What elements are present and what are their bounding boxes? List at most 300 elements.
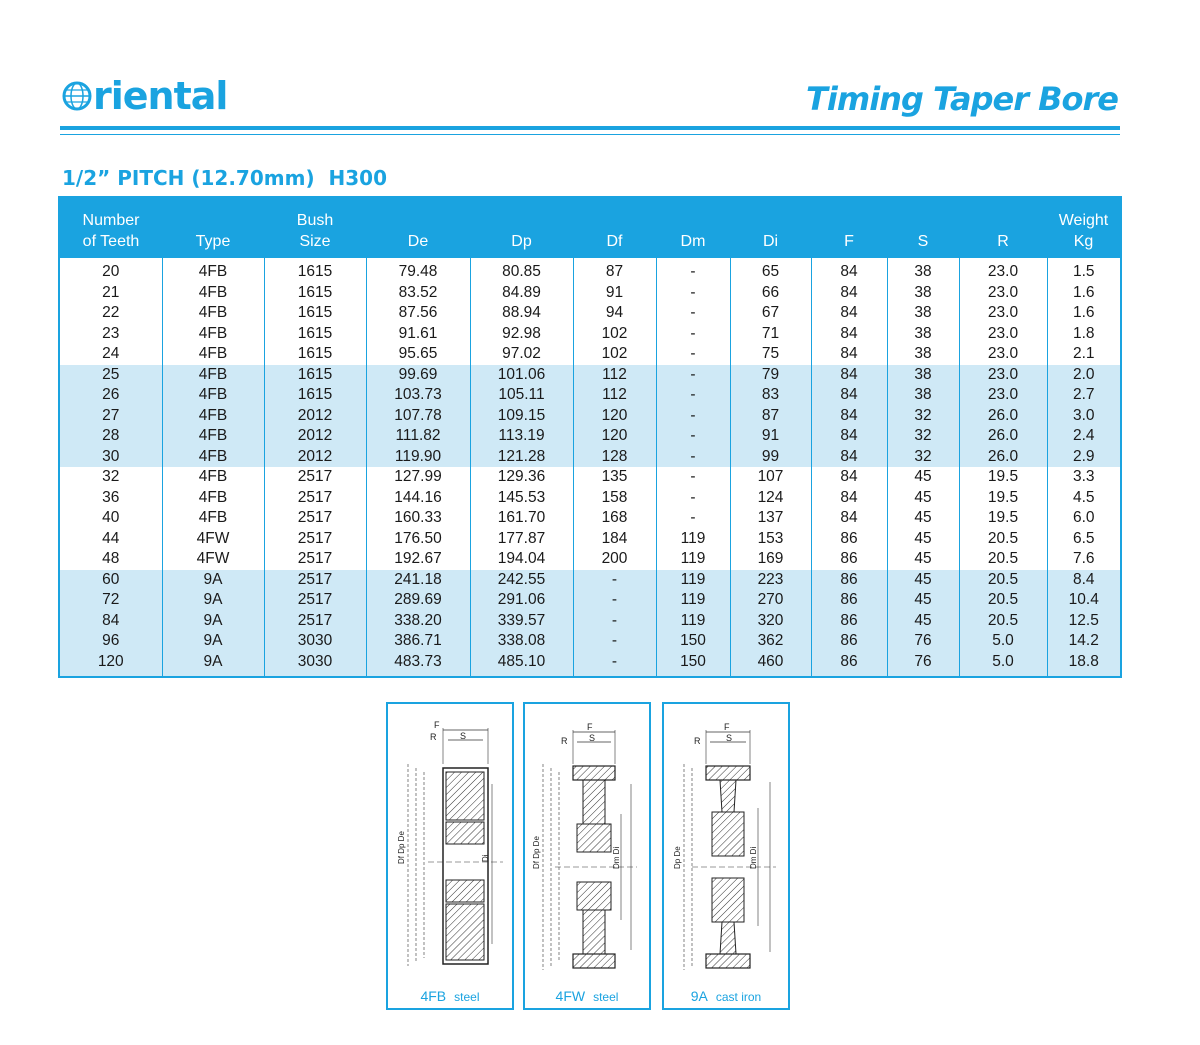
table-cell: 102 — [573, 324, 656, 345]
table-row — [59, 508, 1121, 529]
table-cell: 80.85 — [470, 258, 573, 283]
table-cell: 96 — [59, 631, 162, 652]
table-cell: 86 — [811, 549, 887, 570]
table-cell: 4FB — [162, 303, 264, 324]
table-cell: 32 — [887, 406, 959, 427]
diagram-9a — [662, 702, 790, 1010]
table-cell: 20.5 — [959, 529, 1047, 550]
table-cell: 84 — [59, 611, 162, 632]
table-cell: 483.73 — [366, 652, 470, 678]
table-cell: 120 — [573, 426, 656, 447]
table-cell: 291.06 — [470, 590, 573, 611]
pulley-9a-drawing — [664, 704, 788, 1008]
table-cell: 485.10 — [470, 652, 573, 678]
pulley-4fw-drawing — [525, 704, 649, 1008]
table-cell: 4FW — [162, 529, 264, 550]
table-cell: 386.71 — [366, 631, 470, 652]
table-cell: 192.67 — [366, 549, 470, 570]
column-header-line: Weight — [1058, 212, 1109, 229]
table-cell: 2.0 — [1047, 365, 1121, 386]
table-cell: 194.04 — [470, 549, 573, 570]
pulley-4fb-drawing — [388, 704, 512, 1008]
table-cell: 23 — [102, 324, 120, 342]
label-s: S — [726, 733, 733, 743]
table-cell: 87.56 — [366, 303, 470, 324]
table-row — [59, 258, 1121, 283]
table-cell: 79.48 — [366, 258, 470, 283]
table-cell: 2517 — [264, 488, 366, 509]
table-cell: 4FB — [162, 508, 264, 529]
table-cell: 1615 — [264, 385, 366, 406]
table-cell: 65 — [730, 258, 811, 283]
table-cell: 119 — [656, 529, 730, 550]
table-cell: 23.0 — [959, 365, 1047, 386]
label-r: R — [694, 736, 701, 746]
table-cell: 1615 — [264, 344, 366, 365]
table-cell: 160.33 — [366, 508, 470, 529]
diagram-caption-4fb: 4FB steel — [420, 988, 480, 1004]
table-cell: 32 — [887, 447, 959, 468]
table-cell: 2.1 — [1047, 344, 1121, 365]
table-cell: - — [656, 385, 730, 406]
table-cell: - — [656, 508, 730, 529]
table-cell: - — [573, 611, 656, 632]
table-cell: - — [656, 258, 730, 283]
column-header — [656, 197, 730, 258]
table-row — [59, 303, 1121, 324]
table-cell: 145.53 — [470, 488, 573, 509]
table-cell: 184 — [573, 529, 656, 550]
table-cell: 3.3 — [1047, 467, 1121, 488]
table-cell: 72 — [59, 590, 162, 611]
table-cell: 25 — [59, 365, 162, 386]
table-cell: 121.28 — [470, 447, 573, 468]
table-cell: 99.69 — [366, 365, 470, 386]
column-header-line: S — [917, 233, 929, 250]
table-cell: 101.06 — [470, 365, 573, 386]
table-cell: 103.73 — [366, 385, 470, 406]
column-header — [162, 197, 264, 258]
table-cell: 83.52 — [366, 283, 470, 304]
table-cell: 338.08 — [470, 631, 573, 652]
table-cell: 87 — [730, 406, 811, 427]
table-cell: 124 — [730, 488, 811, 509]
table-cell: 153 — [730, 529, 811, 550]
table-cell: 113.19 — [470, 426, 573, 447]
table-cell: 66 — [730, 283, 811, 304]
spec-table-wrapper — [58, 196, 1120, 678]
table-cell: 289.69 — [366, 590, 470, 611]
column-header-line: Di — [762, 233, 779, 250]
table-body — [59, 258, 1121, 677]
table-cell: 20.5 — [959, 549, 1047, 570]
table-row — [59, 590, 1121, 611]
table-cell: 2517 — [264, 508, 366, 529]
table-cell: 18.8 — [1047, 652, 1121, 678]
table-cell: 161.70 — [470, 508, 573, 529]
column-header — [470, 197, 573, 258]
table-cell: 120 — [573, 406, 656, 427]
table-cell: 4.5 — [1047, 488, 1121, 509]
table-cell: 4FW — [162, 549, 264, 570]
table-cell: 86 — [811, 652, 887, 678]
page-title: Timing Taper Bore — [806, 80, 1118, 118]
table-cell: 144.16 — [366, 488, 470, 509]
table-cell: 23.0 — [959, 283, 1047, 304]
table-header-row — [59, 197, 1121, 258]
table-cell: 84 — [811, 447, 887, 468]
section-title: 1/2” PITCH (12.70mm) H300 — [62, 166, 387, 190]
table-cell: 23.0 — [959, 385, 1047, 406]
table-row — [59, 283, 1121, 304]
table-row — [59, 611, 1121, 632]
table-cell: - — [656, 467, 730, 488]
table-row — [59, 365, 1121, 386]
table-cell: 158 — [573, 488, 656, 509]
table-cell: 169 — [730, 549, 811, 570]
table-cell: 48 — [102, 550, 120, 567]
table-cell: 45 — [887, 488, 959, 509]
label-dm-di: Dm Di — [749, 846, 758, 869]
table-cell: 84 — [811, 258, 887, 283]
column-header — [264, 197, 366, 258]
table-cell: 112 — [573, 365, 656, 386]
table-cell: 20 — [102, 263, 120, 280]
table-cell: 86 — [811, 590, 887, 611]
table-cell: 119 — [656, 570, 730, 591]
table-cell: 460 — [730, 652, 811, 678]
table-cell: 1.6 — [1047, 283, 1121, 304]
table-cell: 102 — [573, 344, 656, 365]
table-cell: 1615 — [264, 258, 366, 283]
brand-logo-text: riental — [93, 74, 228, 118]
table-cell: 5.0 — [959, 631, 1047, 652]
table-cell: - — [656, 365, 730, 386]
table-cell: 223 — [730, 570, 811, 591]
table-cell: 91 — [730, 426, 811, 447]
table-cell: 26.0 — [959, 406, 1047, 427]
column-header-line: F — [844, 233, 854, 250]
table-cell: 135 — [573, 467, 656, 488]
table-cell: 200 — [573, 549, 656, 570]
table-cell: 2517 — [264, 549, 366, 570]
table-cell: 8.4 — [1047, 570, 1121, 591]
column-header — [959, 197, 1047, 258]
column-header — [887, 197, 959, 258]
table-cell: 1615 — [264, 283, 366, 304]
table-cell: 88.94 — [470, 303, 573, 324]
diagram-4fb — [386, 702, 514, 1010]
table-cell: 23.0 — [959, 303, 1047, 324]
table-cell: 4FB — [162, 406, 264, 427]
table-cell: 2517 — [264, 529, 366, 550]
table-cell: 92.98 — [470, 324, 573, 345]
table-cell: 320 — [730, 611, 811, 632]
table-cell: 107 — [730, 467, 811, 488]
table-cell: - — [573, 652, 656, 678]
label-r: R — [561, 736, 568, 746]
table-cell: 4FB — [162, 488, 264, 509]
table-cell: 38 — [887, 324, 959, 345]
table-cell: 105.11 — [470, 385, 573, 406]
table-cell: 4FB — [162, 426, 264, 447]
table-cell: 4FB — [162, 385, 264, 406]
table-cell: 23.0 — [959, 258, 1047, 283]
table-row — [59, 324, 1121, 345]
label-s: S — [460, 731, 467, 741]
table-row — [59, 529, 1121, 550]
table-cell: 76 — [887, 652, 959, 678]
table-cell: - — [656, 324, 730, 345]
table-cell: 75 — [730, 344, 811, 365]
table-cell: 84 — [811, 488, 887, 509]
table-cell: - — [656, 406, 730, 427]
table-cell: 9A — [162, 590, 264, 611]
globe-icon — [62, 81, 92, 111]
table-cell: 9A — [162, 652, 264, 678]
table-cell: 45 — [887, 611, 959, 632]
table-cell: - — [656, 447, 730, 468]
table-cell: 7.6 — [1047, 549, 1121, 570]
table-cell: 119.90 — [366, 447, 470, 468]
table-cell: 67 — [730, 303, 811, 324]
table-cell: 84.89 — [470, 283, 573, 304]
table-row — [59, 652, 1121, 678]
table-cell: 45 — [887, 467, 959, 488]
label-f: F — [587, 722, 593, 732]
label-df-dp-de: Df Dp De — [532, 836, 541, 869]
table-cell: 2.4 — [1047, 426, 1121, 447]
table-row — [59, 570, 1121, 591]
table-cell: 45 — [887, 549, 959, 570]
table-cell: 86 — [811, 611, 887, 632]
table-cell: 2517 — [264, 467, 366, 488]
table-cell: 1.6 — [1047, 303, 1121, 324]
diagram-4fw — [523, 702, 651, 1010]
column-header — [730, 197, 811, 258]
table-cell: 38 — [887, 365, 959, 386]
table-cell: 95.65 — [366, 344, 470, 365]
table-cell: 2517 — [264, 611, 366, 632]
table-cell: 119 — [656, 611, 730, 632]
table-cell: 2517 — [264, 570, 366, 591]
label-r: R — [430, 732, 437, 742]
table-row — [59, 406, 1121, 427]
table-cell: 38 — [887, 344, 959, 365]
table-cell: 19.5 — [959, 467, 1047, 488]
table-cell: 38 — [887, 283, 959, 304]
table-cell: 84 — [811, 344, 887, 365]
column-header — [59, 197, 162, 258]
table-cell: 2012 — [264, 426, 366, 447]
table-cell: 84 — [811, 426, 887, 447]
table-cell: 84 — [811, 303, 887, 324]
table-cell: 36 — [102, 488, 120, 506]
label-di: Di — [481, 854, 490, 862]
table-row — [59, 447, 1121, 468]
table-cell: 5.0 — [959, 652, 1047, 678]
diagram-caption-4fw: 4FW steel — [555, 988, 619, 1004]
table-cell: 20.5 — [959, 590, 1047, 611]
table-cell: 1.5 — [1047, 258, 1121, 283]
table-cell: 86 — [811, 631, 887, 652]
table-cell: 21 — [102, 283, 120, 301]
table-cell: 84 — [811, 283, 887, 304]
table-cell: 137 — [730, 508, 811, 529]
table-cell: 111.82 — [366, 426, 470, 447]
label-f: F — [434, 720, 440, 730]
table-cell: 338.20 — [366, 611, 470, 632]
table-cell: 84 — [811, 385, 887, 406]
table-cell: - — [656, 426, 730, 447]
table-cell: 150 — [656, 652, 730, 678]
table-cell: 32 — [102, 468, 120, 485]
table-cell: 3.0 — [1047, 406, 1121, 427]
table-cell: 4FB — [162, 258, 264, 283]
table-cell: 4FB — [162, 324, 264, 345]
column-header-line: Df — [606, 233, 623, 250]
column-header-line: Bush — [296, 212, 334, 229]
table-cell: 2.9 — [1047, 447, 1121, 468]
table-cell: 84 — [811, 365, 887, 386]
table-cell: 120 — [59, 652, 162, 678]
column-header-line: Size — [299, 233, 331, 250]
table-cell: 84 — [811, 467, 887, 488]
table-cell: 4FB — [162, 467, 264, 488]
table-cell: 3030 — [264, 631, 366, 652]
table-row — [59, 426, 1121, 447]
table-cell: 19.5 — [959, 508, 1047, 529]
table-cell: 86 — [811, 529, 887, 550]
column-header-line: R — [997, 233, 1009, 250]
table-cell: 109.15 — [470, 406, 573, 427]
diagram-caption-9a: 9A cast iron — [690, 988, 762, 1004]
column-header-line: De — [407, 233, 429, 250]
table-cell: 4FB — [162, 447, 264, 468]
header-rule-thin — [60, 134, 1120, 135]
column-header-line: of Teeth — [82, 233, 140, 250]
table-cell: 12.5 — [1047, 611, 1121, 632]
table-cell: 60 — [59, 570, 162, 591]
table-cell: 150 — [656, 631, 730, 652]
label-dm-di: Dm Di — [612, 846, 621, 869]
table-cell: - — [573, 590, 656, 611]
table-cell: 45 — [887, 508, 959, 529]
label-s: S — [589, 733, 596, 743]
table-cell: 4FB — [162, 365, 264, 386]
table-cell: 339.57 — [470, 611, 573, 632]
label-df-dp-de: Df Dp De — [397, 831, 406, 864]
column-header-line: Dm — [680, 233, 706, 250]
table-cell: 129.36 — [470, 467, 573, 488]
column-header-line: Kg — [1073, 233, 1094, 250]
table-cell: 97.02 — [470, 344, 573, 365]
table-cell: 1615 — [264, 365, 366, 386]
table-cell: 2.7 — [1047, 385, 1121, 406]
table-cell: 26.0 — [959, 426, 1047, 447]
table-cell: 10.4 — [1047, 590, 1121, 611]
table-cell: 44 — [102, 529, 120, 547]
table-cell: 9A — [162, 611, 264, 632]
table-cell: 1.8 — [1047, 324, 1121, 345]
column-header — [366, 197, 470, 258]
table-cell: 20.5 — [959, 570, 1047, 591]
table-cell: 22 — [102, 304, 120, 321]
table-cell: 38 — [887, 258, 959, 283]
table-cell: 6.5 — [1047, 529, 1121, 550]
table-cell: - — [656, 283, 730, 304]
table-cell: 119 — [656, 590, 730, 611]
table-cell: 23.0 — [959, 324, 1047, 345]
table-cell: 45 — [887, 570, 959, 591]
table-cell: 177.87 — [470, 529, 573, 550]
table-cell: 76 — [887, 631, 959, 652]
table-row — [59, 385, 1121, 406]
table-cell: 84 — [811, 508, 887, 529]
table-cell: 91 — [573, 283, 656, 304]
table-cell: 86 — [811, 570, 887, 591]
table-cell: 2517 — [264, 590, 366, 611]
pulley-diagrams — [386, 702, 792, 1012]
table-cell: 91.61 — [366, 324, 470, 345]
table-row — [59, 549, 1121, 570]
table-cell: 27 — [59, 406, 162, 427]
table-cell: - — [573, 631, 656, 652]
table-cell: - — [656, 303, 730, 324]
table-cell: 4FB — [162, 344, 264, 365]
table-row — [59, 344, 1121, 365]
table-cell: 45 — [887, 590, 959, 611]
table-cell: 40 — [102, 509, 120, 526]
table-cell: 6.0 — [1047, 508, 1121, 529]
table-cell: 45 — [887, 529, 959, 550]
table-cell: 241.18 — [366, 570, 470, 591]
table-cell: 79 — [730, 365, 811, 386]
spec-table — [58, 196, 1122, 678]
table-cell: 87 — [573, 258, 656, 283]
column-header — [1047, 197, 1121, 258]
table-cell: 362 — [730, 631, 811, 652]
table-cell: 19.5 — [959, 488, 1047, 509]
table-cell: 84 — [811, 324, 887, 345]
table-cell: 20.5 — [959, 611, 1047, 632]
table-cell: 83 — [730, 385, 811, 406]
table-cell: 2012 — [264, 447, 366, 468]
table-cell: 1615 — [264, 324, 366, 345]
column-header — [573, 197, 656, 258]
column-header-line: Number — [82, 212, 140, 229]
table-cell: 270 — [730, 590, 811, 611]
table-cell: 107.78 — [366, 406, 470, 427]
table-cell: - — [656, 344, 730, 365]
label-f: F — [724, 722, 730, 732]
brand-logo — [62, 74, 227, 118]
table-cell: 2012 — [264, 406, 366, 427]
table-cell: 23.0 — [959, 344, 1047, 365]
table-cell: 26.0 — [959, 447, 1047, 468]
column-header-line: Dp — [511, 233, 532, 250]
table-cell: - — [573, 570, 656, 591]
table-cell: 28 — [59, 426, 162, 447]
table-cell: 112 — [573, 385, 656, 406]
table-cell: 71 — [730, 324, 811, 345]
table-cell: 176.50 — [366, 529, 470, 550]
table-cell: 32 — [887, 426, 959, 447]
table-cell: 1615 — [264, 303, 366, 324]
table-cell: 3030 — [264, 652, 366, 678]
table-cell: 9A — [162, 570, 264, 591]
table-cell: 128 — [573, 447, 656, 468]
